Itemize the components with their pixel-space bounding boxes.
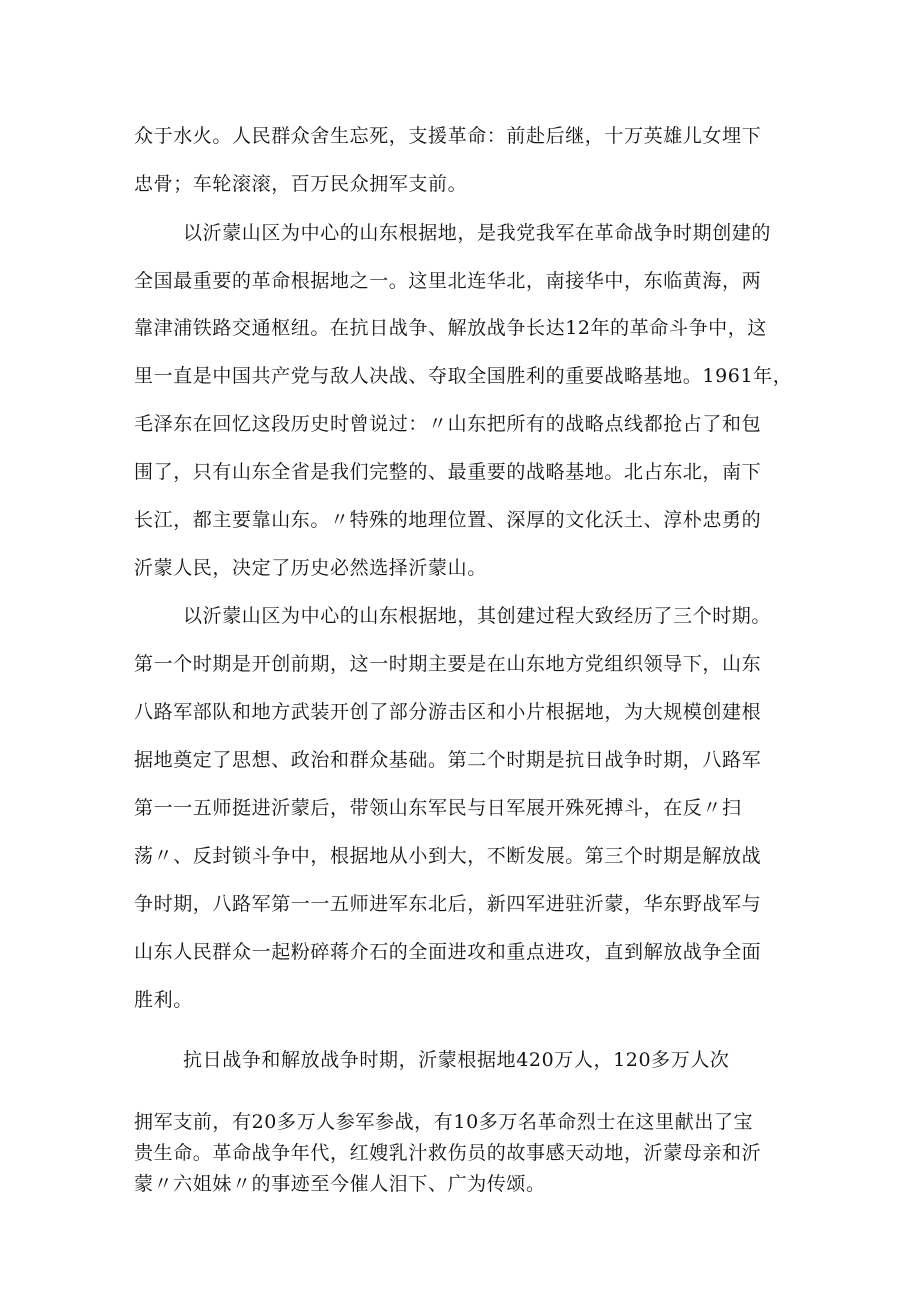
text-line: 第一个时期是开创前期，这一时期主要是在山东地方党组织领导下，山东 [134,653,762,675]
text-line: 蒙〃六姐妹〃的事迹至今催人泪下、广为传颂。 [134,1173,546,1195]
text-line: 荡〃、反封锁斗争中，根据地从小到大，不断发展。第三个时期是解放战 [134,845,762,867]
text-line: 贵生命。革命战争年代，红嫂乳汁救伤员的故事感天动地，沂蒙母亲和沂 [134,1142,762,1164]
text-line: 八路军部队和地方武装开创了部分游击区和小片根据地，为大规模创建根 [134,701,762,723]
text-line: 众于水火。人民群众舍生忘死，支援革命：前赴后继，十万英雄儿女埋下 [134,125,762,147]
text-line: 山东人民群众一起粉碎蒋介石的全面进攻和重点进攻，直到解放战争全面 [134,941,762,963]
text-line: 全国最重要的革命根据地之一。这里北连华北，南接华中，东临黄海，两 [134,270,762,292]
text-line: 抗日战争和解放战争时期，沂蒙根据地420万人，120多万人次 [183,1049,730,1071]
text-line: 长江，都主要靠山东。〃特殊的地理位置、深厚的文化沃土、淳朴忠勇的 [134,509,762,531]
text-line: 争时期，八路军第一一五师进军东北后，新四军进驻沂蒙，华东野战军与 [134,893,762,915]
text-line: 沂蒙人民，决定了历史必然选择沂蒙山。 [134,557,487,579]
text-line: 忠骨；车轮滚滚，百万民众拥军支前。 [134,173,468,195]
text-line: 里一直是中国共产党与敌人决战、夺取全国胜利的重要战略基地。1961年， [134,365,793,387]
text-line: 以沂蒙山区为中心的山东根据地，是我党我军在革命战争时期创建的 [183,222,772,244]
text-line: 据地奠定了思想、政治和群众基础。第二个时期是抗日战争时期，八路军 [134,749,762,771]
text-line: 第一一五师挺进沂蒙后，带领山东军民与日军展开殊死搏斗，在反〃扫 [134,797,742,819]
text-line: 围了，只有山东全省是我们完整的、最重要的战略基地。北占东北，南下 [134,461,762,483]
text-line: 胜利。 [134,989,193,1011]
text-line: 以沂蒙山区为中心的山东根据地，其创建过程大致经历了三个时期。 [183,605,772,627]
text-line: 靠津浦铁路交通枢纽。在抗日战争、解放战争长达12年的革命斗争中，这 [134,317,767,339]
text-line: 拥军支前，有20多万人参军参战，有10多万名革命烈士在这里献出了宝 [134,1111,754,1133]
text-line: 毛泽东在回忆这段历史时曾说过：〃山东把所有的战略点线都抢占了和包 [134,413,762,435]
